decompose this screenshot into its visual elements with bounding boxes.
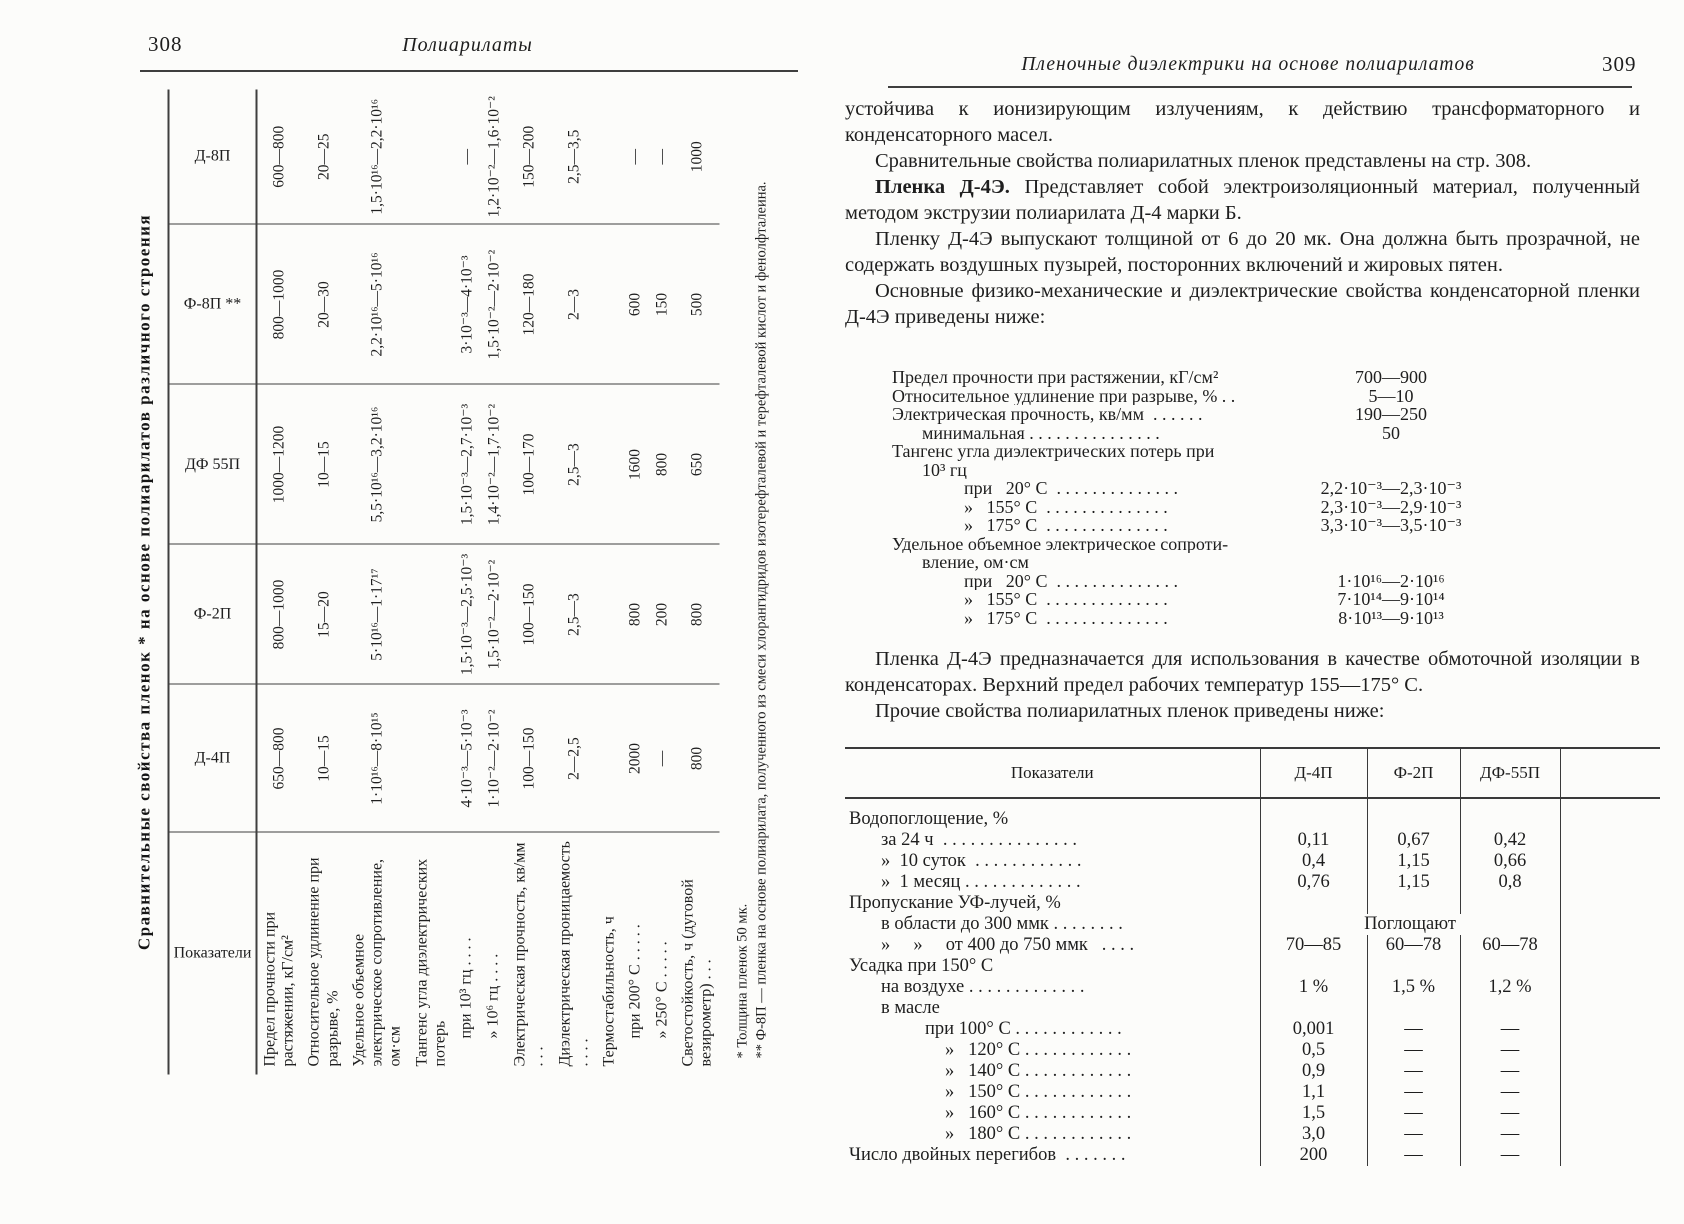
column-header-pokazateli: Показатели (845, 748, 1260, 798)
value-cell: 100—150 (508, 545, 552, 685)
value-cell: — (1367, 1019, 1460, 1040)
property-row (892, 424, 1504, 443)
page-number-right: 309 (1602, 52, 1637, 76)
paragraph: Пленка Д-4Э предназначается для использования в качестве обмоточной изоляции в конденсаторах. Верхний предел рабочих температур 155—175° С. (845, 648, 1640, 696)
row-label: » 250° С . . . . . (653, 941, 671, 1039)
empty-cell (1560, 1082, 1660, 1103)
page-number-left: 308 (148, 32, 183, 56)
empty-cell (1560, 893, 1660, 914)
value-cell: 2—3 (552, 225, 596, 385)
property-value: 7·10¹⁴—9·10¹⁴ (1337, 590, 1445, 609)
value-cell (409, 90, 453, 225)
empty-cell (1560, 798, 1660, 830)
table-row (845, 830, 1660, 851)
table-title: Сравнительные свойства пленок * на основе полиарилатов различного строения (134, 213, 154, 951)
empty-cell (1560, 830, 1660, 851)
table-row (845, 1019, 1660, 1040)
property-row (892, 387, 1504, 406)
row-label: Электрическая прочность, кв/мм . . . (511, 842, 547, 1067)
column-header-d4p (169, 685, 257, 833)
value-cell: 0,76 (1260, 872, 1367, 893)
table-row (845, 1061, 1660, 1082)
row-label: на воздухе . . . . . . . . . . . . . (881, 977, 1085, 997)
value-cell: 0,42 (1460, 830, 1560, 851)
empty-cell (1367, 893, 1460, 914)
value-cell (597, 90, 623, 225)
value-cell: 120—180 (508, 225, 552, 385)
property-row (892, 609, 1504, 628)
empty-cell (1560, 998, 1660, 1019)
paragraph: Основные физико-механические и диэлектрические свойства конденсаторной пленки Д-4Э приведены ниже: (845, 280, 1640, 328)
spanned-value-cell: Поглощают (1260, 914, 1560, 935)
column-header-df55p: ДФ-55П (1460, 748, 1560, 798)
value-cell: 10—15 (302, 685, 346, 833)
value-cell: 1,15 (1367, 872, 1460, 893)
table-row (845, 998, 1660, 1019)
row-label: Водопоглощение, % (849, 809, 1009, 829)
property-value: 5—10 (1368, 386, 1414, 405)
empty-cell (1560, 914, 1660, 935)
column-header-label: Д-8П (194, 147, 231, 165)
row-label: в масле (881, 998, 940, 1018)
empty-cell (1560, 872, 1660, 893)
property-row (892, 368, 1504, 387)
empty-cell (1560, 851, 1660, 872)
property-row (892, 590, 1504, 609)
property-value (1278, 442, 1504, 461)
row-label: Диэлектрическая проницаемость . . . . (556, 841, 592, 1067)
paragraph: устойчива к ионизирующим излучениям, к действию трансформаторного и конденсаторного масел. (845, 98, 1640, 146)
value-cell: 1600 (623, 385, 649, 545)
value-cell: — (1367, 1082, 1460, 1103)
property-row (892, 442, 1504, 461)
table-header-row (845, 748, 1660, 798)
value-cell: 150 (649, 225, 675, 385)
table-row (552, 90, 596, 1075)
value-cell: 1,5·10⁻²—2·10⁻² (481, 225, 508, 385)
table-row (845, 798, 1660, 830)
empty-cell (1460, 798, 1560, 830)
row-label: в области до 300 ммк . . . . . . . . (881, 914, 1123, 934)
property-row (892, 498, 1504, 517)
value-cell: — (1460, 1145, 1560, 1166)
property-value: 2,2·10⁻³—2,3·10⁻³ (1320, 479, 1462, 498)
table-row (409, 90, 453, 1075)
value-cell: 1,4·10⁻²—1,7·10⁻² (481, 385, 508, 545)
empty-cell (1560, 977, 1660, 998)
property-value: 700—900 (1355, 368, 1427, 387)
table-row (845, 935, 1660, 956)
value-cell: 20—30 (302, 225, 346, 385)
value-cell: 60—78 (1367, 935, 1460, 956)
value-cell: 2000 (623, 685, 649, 833)
value-cell: 200 (1260, 1145, 1367, 1166)
value-cell: 3·10⁻³—4·10⁻³ (454, 225, 481, 385)
empty-cell (1560, 1061, 1660, 1082)
value-cell: — (1460, 1040, 1560, 1061)
value-cell: 0,001 (1260, 1019, 1367, 1040)
value-cell: 2,2·10¹⁶—5·10¹⁶ (346, 225, 409, 385)
row-label: » 1 месяц . . . . . . . . . . . . . (881, 872, 1081, 892)
value-cell: — (1367, 1061, 1460, 1082)
value-cell: 60—78 (1460, 935, 1560, 956)
value-cell (409, 685, 453, 833)
value-cell: 100—170 (508, 385, 552, 545)
value-cell: 1,5 (1260, 1103, 1367, 1124)
property-label: » 175° С . . . . . . . . . . . . . . (964, 608, 1168, 627)
paragraph (845, 174, 1640, 226)
empty-cell (1260, 956, 1367, 977)
property-label: при 20° С . . . . . . . . . . . . . . (964, 571, 1178, 590)
value-cell: — (1367, 1124, 1460, 1145)
column-header-label: Ф-2П (193, 605, 232, 623)
value-cell: 70—85 (1260, 935, 1367, 956)
paragraph: Прочие свойства полиарилатных пленок приведены ниже: (875, 700, 1385, 722)
value-cell: 1,5·10⁻²—2·10⁻² (481, 545, 508, 685)
value-cell: 800 (675, 545, 719, 685)
empty-cell (1460, 998, 1560, 1019)
table-row (508, 90, 552, 1075)
value-cell: 1·10¹⁶—8·10¹⁵ (346, 685, 409, 833)
property-value: 8·10¹³—9·10¹³ (1338, 608, 1444, 627)
value-cell: 1,5 % (1367, 977, 1460, 998)
footnote-1: * Толщина пленок 50 мк. (734, 903, 751, 1059)
value-cell (597, 385, 623, 545)
header-rule-right (888, 86, 1632, 88)
row-label: Усадка при 150° С (849, 956, 994, 976)
table-row (346, 90, 409, 1075)
value-cell: 600 (623, 225, 649, 385)
footnote-2: ** Ф-8П — пленка на основе полиарилата, полученного из смеси хлорангидридов изотерефталевой и терефталевой кислот и фенолфталеина. (753, 181, 770, 1059)
column-header-label: Показатели (173, 944, 252, 962)
empty-cell (1260, 998, 1367, 1019)
value-cell: 1,1 (1260, 1082, 1367, 1103)
value-cell: 20—25 (302, 90, 346, 225)
property-value (1278, 553, 1504, 572)
empty-cell (1560, 1019, 1660, 1040)
value-cell: 0,4 (1260, 851, 1367, 872)
value-cell: 650—800 (257, 685, 302, 833)
empty-cell (1560, 956, 1660, 977)
value-cell: — (454, 90, 481, 225)
row-label: Относительное удлинение при разрыве, % (305, 857, 342, 1067)
value-cell: 0,66 (1460, 851, 1560, 872)
value-cell: 2,5—3 (552, 385, 596, 545)
rotated-table-block (135, 90, 795, 1075)
property-value: 190—250 (1355, 405, 1427, 424)
empty-cell (1560, 935, 1660, 956)
property-value (1278, 535, 1504, 554)
property-label: » 175° С . . . . . . . . . . . . . . (964, 516, 1168, 535)
empty-cell (1260, 893, 1367, 914)
row-label: » 120° С . . . . . . . . . . . . (945, 1040, 1132, 1060)
body-text (845, 96, 1640, 330)
empty-cell (1367, 798, 1460, 830)
value-cell: — (1367, 1040, 1460, 1061)
value-cell: — (1460, 1019, 1560, 1040)
row-label: Термостабильность, ч (600, 916, 618, 1067)
table-row (597, 90, 623, 1075)
property-value: 50 (1382, 423, 1400, 442)
value-cell (597, 225, 623, 385)
comparative-properties-table (168, 90, 720, 1075)
column-header-label: ДФ 55П (184, 455, 241, 473)
property-row (892, 405, 1504, 424)
column-header-pokazateli (169, 833, 257, 1075)
row-label: » 10⁶ гц . . . . (484, 953, 502, 1039)
property-label: Относительное удлинение при разрыве, % . . (892, 386, 1236, 405)
empty-cell (1367, 956, 1460, 977)
empty-cell (1560, 1124, 1660, 1145)
value-cell: 500 (675, 225, 719, 385)
value-cell: 800 (675, 685, 719, 833)
property-label: Электрическая прочность, кв/мм . . . . . . (892, 405, 1203, 424)
value-cell: 3,0 (1260, 1124, 1367, 1145)
property-value: 1·10¹⁶—2·10¹⁶ (1337, 571, 1445, 590)
table-row (845, 893, 1660, 914)
property-label: Тангенс угла диэлектрических потерь при (892, 442, 1215, 461)
table-header-row (169, 90, 257, 1075)
value-cell: — (1460, 1103, 1560, 1124)
row-label: » 160° С . . . . . . . . . . . . (945, 1103, 1132, 1123)
property-label: Предел прочности при растяжении, кГ/см² (892, 368, 1219, 387)
property-label: при 20° С . . . . . . . . . . . . . . (964, 479, 1178, 498)
row-label: » 150° С . . . . . . . . . . . . (945, 1082, 1132, 1102)
value-cell: 1,2·10⁻²—1,6·10⁻² (481, 90, 508, 225)
value-cell: 1·10⁻²—2·10⁻² (481, 685, 508, 833)
column-header-df55p (169, 385, 257, 545)
property-row (892, 461, 1504, 480)
value-cell: 1000 (675, 90, 719, 225)
value-cell: 5·10¹⁶—1·17¹⁷ (346, 545, 409, 685)
value-cell: 100—150 (508, 685, 552, 833)
paragraph: Пленку Д-4Э выпускают толщиной от 6 до 20 мк. Она должна быть прозрачной, не содержать воздушных пузырей, посторонних включений и жировых пятен. (845, 228, 1640, 276)
value-cell: — (649, 685, 675, 833)
empty-cell (1560, 1145, 1660, 1166)
value-cell: 200 (649, 545, 675, 685)
property-label: » 155° С . . . . . . . . . . . . . . (964, 497, 1168, 516)
value-cell: — (1460, 1082, 1560, 1103)
row-label: » 140° С . . . . . . . . . . . . (945, 1061, 1132, 1081)
header-rule-left (140, 70, 798, 72)
value-cell: 150—200 (508, 90, 552, 225)
value-cell: 0,11 (1260, 830, 1367, 851)
table-row (649, 90, 675, 1075)
property-label: Удельное объемное электрическое сопроти- (892, 534, 1229, 553)
empty-cell (1460, 893, 1560, 914)
value-cell: 800—1000 (257, 545, 302, 685)
value-cell: — (1367, 1145, 1460, 1166)
value-cell: — (649, 90, 675, 225)
column-header-empty (1560, 748, 1660, 798)
row-label: при 100° С . . . . . . . . . . . . (925, 1019, 1122, 1039)
value-cell: 800 (623, 545, 649, 685)
empty-cell (1460, 956, 1560, 977)
value-cell: — (1367, 1103, 1460, 1124)
table-footnotes (734, 90, 772, 1075)
column-header-f2p (169, 545, 257, 685)
property-value (1278, 461, 1504, 480)
table-row (845, 1124, 1660, 1145)
paragraph: Сравнительные свойства полиарилатных пленок представлены на стр. 308. (875, 150, 1532, 172)
value-cell: 650 (675, 385, 719, 545)
row-label: при 10³ гц . . . . (457, 937, 475, 1039)
table-row (481, 90, 508, 1075)
running-head-right: Пленочные диэлектрики на основе полиарилатов (1021, 54, 1475, 75)
value-cell: 0,9 (1260, 1061, 1367, 1082)
column-header-f2p: Ф-2П (1367, 748, 1460, 798)
value-cell: — (1460, 1124, 1560, 1145)
value-cell: 2—2,5 (552, 685, 596, 833)
column-header-d4p: Д-4П (1260, 748, 1367, 798)
property-row (892, 516, 1504, 535)
paragraph-text: Представляет собой электроизоляционный материал, полученный методом экструзии полиарилата Д-4 марки Б. (845, 176, 1640, 224)
running-head-left: Полиарилаты (402, 34, 533, 56)
property-value: 3,3·10⁻³—3,5·10⁻³ (1320, 516, 1462, 535)
value-cell: 2,5—3 (552, 545, 596, 685)
column-header-label: Ф-8П ** (183, 295, 242, 313)
row-label: за 24 ч . . . . . . . . . . . . . . . (881, 830, 1077, 850)
table-row (845, 851, 1660, 872)
value-cell: 0,5 (1260, 1040, 1367, 1061)
value-cell: — (1460, 1061, 1560, 1082)
value-cell: 1 % (1260, 977, 1367, 998)
empty-cell (1560, 1103, 1660, 1124)
table-row (675, 90, 719, 1075)
property-row (892, 572, 1504, 591)
table-row (845, 914, 1660, 935)
property-row (892, 479, 1504, 498)
value-cell: 1000—1200 (257, 385, 302, 545)
property-row (892, 553, 1504, 572)
value-cell (409, 385, 453, 545)
value-cell: 1,5·10⁻³—2,5·10⁻³ (454, 545, 481, 685)
empty-cell (1260, 798, 1367, 830)
run-in-heading: Пленка Д-4Э. (875, 176, 1010, 198)
value-cell: 800 (649, 385, 675, 545)
table-row (845, 1103, 1660, 1124)
value-cell: 4·10⁻³—5·10⁻³ (454, 685, 481, 833)
row-label: Предел прочности при растяжении, кГ/см² (261, 911, 297, 1067)
value-cell: 15—20 (302, 545, 346, 685)
value-cell: 1,5·10⁻³—2,7·10⁻³ (454, 385, 481, 545)
value-cell: 800—1000 (257, 225, 302, 385)
row-label: Удельное объемное электрическое сопротивление, ом·см (350, 858, 404, 1067)
value-cell (597, 545, 623, 685)
table-row (454, 90, 481, 1075)
value-cell: 2,5—3,5 (552, 90, 596, 225)
properties-list (892, 368, 1504, 627)
film-properties-table (845, 747, 1660, 1166)
row-label: Пропускание УФ-лучей, % (849, 893, 1061, 913)
table-row (845, 1082, 1660, 1103)
property-label: минимальная . . . . . . . . . . . . . . . (922, 423, 1160, 442)
property-value: 2,3·10⁻³—2,9·10⁻³ (1320, 497, 1462, 516)
property-label: вление, ом·см (922, 553, 1029, 572)
value-cell: 10—15 (302, 385, 346, 545)
value-cell: 1,2 % (1460, 977, 1560, 998)
row-label: » 10 суток . . . . . . . . . . . . (881, 851, 1082, 871)
table-row (845, 1040, 1660, 1061)
value-cell: 0,67 (1367, 830, 1460, 851)
column-header-f8p (169, 225, 257, 385)
row-label: Светостойкость, ч (дуговой везирометр) . . . (679, 879, 715, 1067)
property-label: » 155° С . . . . . . . . . . . . . . (964, 590, 1168, 609)
row-label: Тангенс угла диэлектрических потерь (413, 858, 449, 1067)
property-label: 10³ гц (922, 460, 967, 479)
empty-cell (1560, 1040, 1660, 1061)
row-label: при 200° С . . . . . (626, 924, 644, 1039)
value-cell: 1,5·10¹⁶—2,2·10¹⁶ (346, 90, 409, 225)
property-row (892, 535, 1504, 554)
value-cell (409, 225, 453, 385)
table-row (845, 872, 1660, 893)
body-text-2 (845, 646, 1640, 724)
empty-cell (1367, 998, 1460, 1019)
value-cell (597, 685, 623, 833)
table-row (302, 90, 346, 1075)
row-label: » » от 400 до 750 ммк . . . . (881, 935, 1135, 955)
row-label: Число двойных перегибов . . . . . . . (849, 1145, 1126, 1165)
row-label: » 180° С . . . . . . . . . . . . (945, 1124, 1132, 1144)
column-header-d8p (169, 90, 257, 225)
value-cell (409, 545, 453, 685)
value-cell: — (623, 90, 649, 225)
table-row (623, 90, 649, 1075)
table-row (845, 956, 1660, 977)
value-cell: 1,15 (1367, 851, 1460, 872)
table-row (257, 90, 302, 1075)
table-row (845, 1145, 1660, 1166)
value-cell: 600—800 (257, 90, 302, 225)
value-cell: 0,8 (1460, 872, 1560, 893)
table-row (845, 977, 1660, 998)
value-cell: 5,5·10¹⁶—3,2·10¹⁶ (346, 385, 409, 545)
column-header-label: Д-4П (194, 749, 231, 767)
